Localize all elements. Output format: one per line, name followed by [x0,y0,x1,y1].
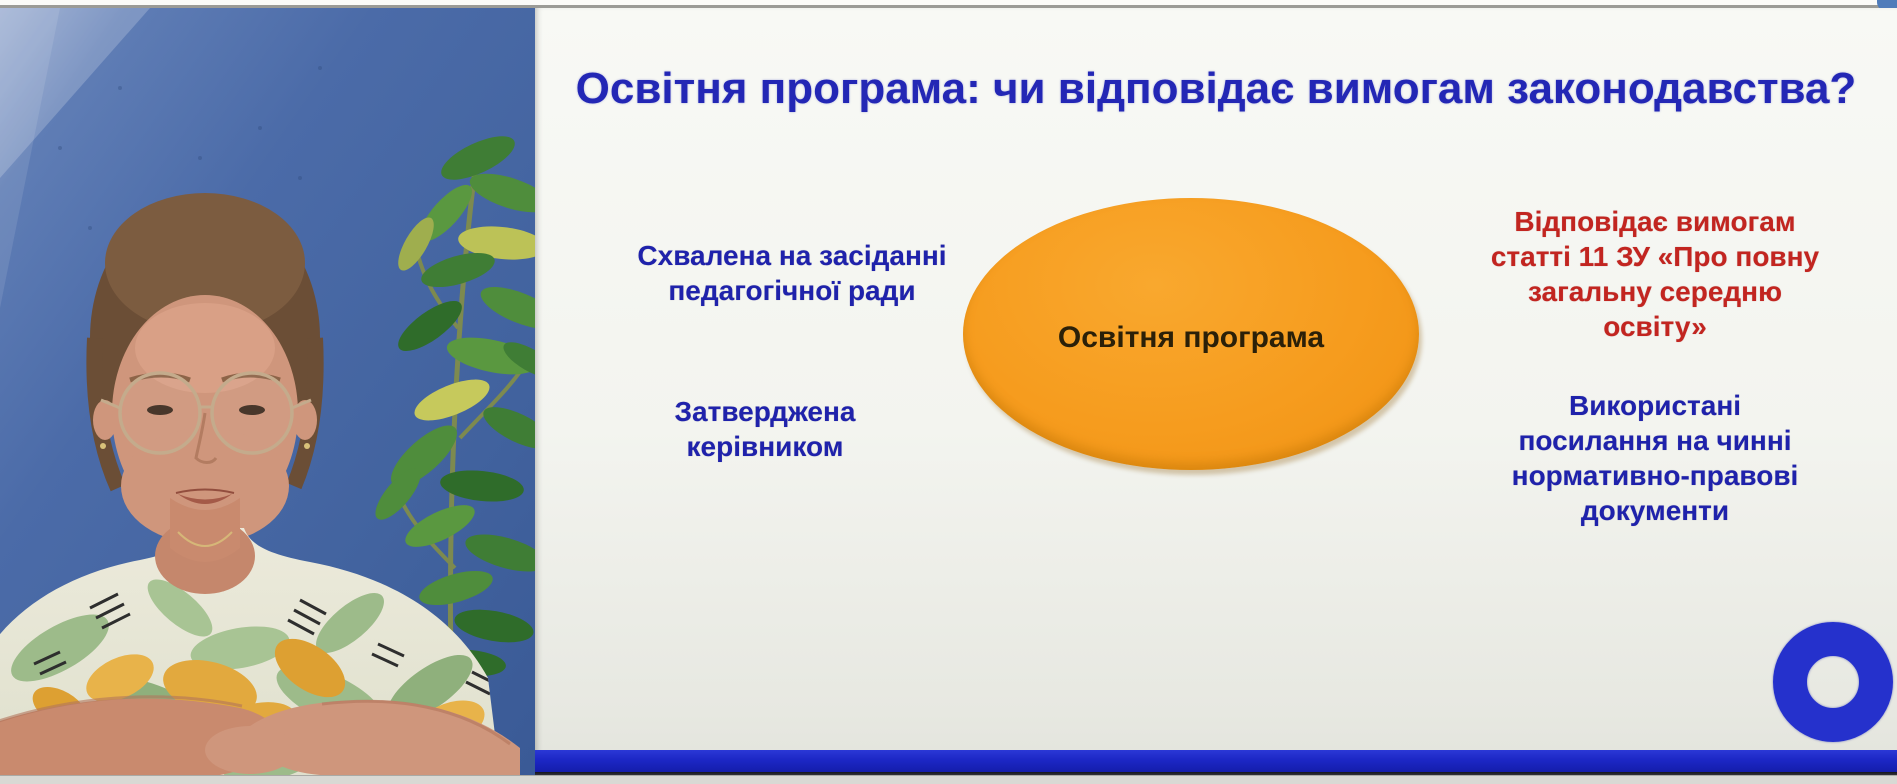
top-edge-strip [0,0,1897,8]
speaker-illustration [0,8,535,775]
slide-title: Освітня програма: чи відповідає вимогам законодавства? [575,64,1857,113]
text-line: Затверджена [674,396,856,427]
text-line: педагогічної ради [668,275,916,306]
text-line: керівником [686,431,844,462]
text-line: загальну середню [1527,276,1783,307]
bottom-bar [535,750,1897,772]
text-line: освіту» [1603,311,1707,342]
text-line: Використані [1568,390,1742,421]
webcam-video [0,8,535,775]
left-point-signed [590,394,940,464]
right-point-law [1440,204,1870,344]
right-point-references [1440,388,1870,528]
central-ellipse [963,198,1419,470]
text-line: Відповідає вимогам [1514,206,1796,237]
presentation-slide [535,8,1897,775]
ring-logo-icon [1773,622,1893,742]
text-line: посилання на чинні [1518,425,1792,456]
text-line: документи [1580,495,1730,526]
bottom-edge-strip [0,775,1897,784]
text-line: статті 11 ЗУ «Про повну [1490,241,1820,272]
ellipse-label: Освітня програма [1057,321,1325,354]
text-line: нормативно-правові [1511,460,1799,491]
left-point-approved [597,238,987,308]
text-line: Схвалена на засіданні [637,240,947,271]
